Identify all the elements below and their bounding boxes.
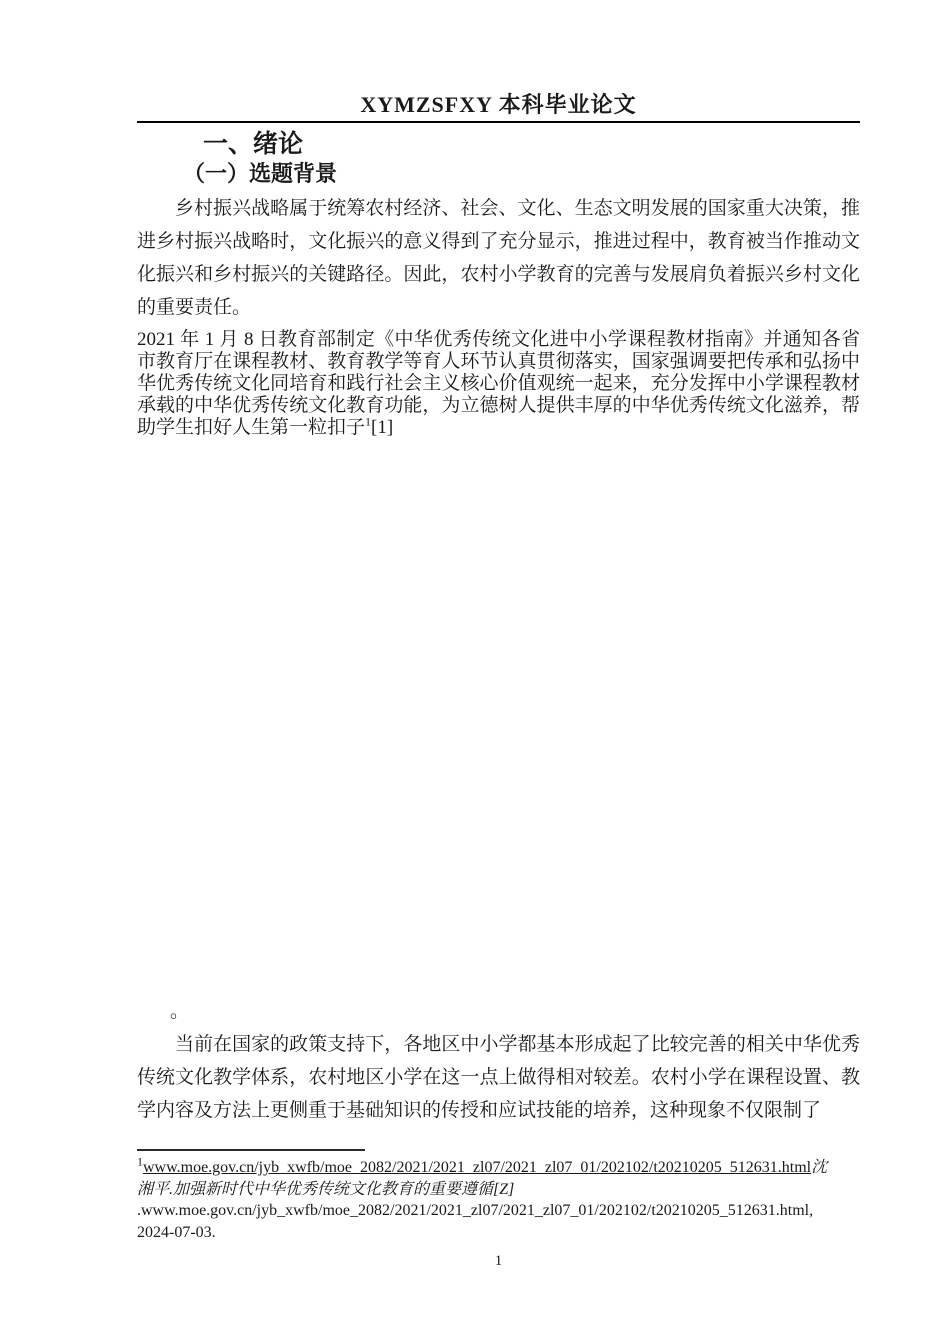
- empty-content-gap: [137, 439, 860, 995]
- footnote-line-4: 2024-07-03.: [137, 1223, 216, 1241]
- footnote-separator-rule: [137, 1149, 365, 1151]
- footnote-reference-superscript: 1: [365, 414, 372, 429]
- citation-bracket: [1]: [371, 417, 394, 438]
- footnote-section: [137, 1149, 860, 1243]
- chapter-heading: 一、绪论: [203, 129, 304, 158]
- paragraph-policy-2021: [137, 329, 860, 439]
- paragraph-policy-2021-text: 2021 年 1 月 8 日教育部制定《中华优秀传统文化进中小学课程教材指南》并通知各省市教育厅在课程教材、教育教学等育人环节认真贯彻落实，国家强调要把传承和弘扬中华优秀传统文化同培育和践行社会主义核心价值观统一起来，充分发挥中小学课程教材承载的中华优秀传统文化教育功能，为立德树人提供丰厚的中华优秀传统文化滋养，帮助学生扣好人生第一粒扣子: [137, 329, 860, 438]
- footnote-line-1: [137, 1154, 860, 1179]
- footnote-url-link[interactable]: www.moe.gov.cn/jyb_xwfb/moe_2082/2021/2021_zl07/2021_zl07_01/202102/t20210205_512631.html: [143, 1159, 812, 1176]
- footnote-marker: 1: [137, 1154, 143, 1169]
- footnote-line-3: .www.moe.gov.cn/jyb_xwfb/moe_2082/2021/2021_zl07/2021_zl07_01/202102/t20210205_512631.html,: [137, 1202, 814, 1219]
- footnote-author-start: 沈: [811, 1159, 828, 1176]
- paragraph-current-status: 当前在国家的政策支持下，各地区中小学都基本形成起了比较完善的相关中华优秀传统文化教学体系，农村地区小学在这一点上做得相对较差。农村小学在课程设置、教学内容及方法上更侧重于基础知识的传授和应试技能的培养，这种现象不仅限制了: [137, 1034, 860, 1121]
- paragraph-rural-revitalization: 乡村振兴战略属于统筹农村经济、社会、文化、生态文明发展的国家重大决策，推进乡村振兴战略时，文化振兴的意义得到了充分显示，推进过程中，教育被当作推动文化振兴和乡村振兴的关键路径。因此，农村小学教育的完善与发展肩负着振兴乡村文化的重要责任。: [137, 198, 860, 318]
- footnote-line-2: 湘平.加强新时代中华优秀传统文化教育的重要遵循[Z]: [137, 1180, 515, 1198]
- page-header-title: XYMZSFXY 本科毕业论文: [137, 92, 860, 123]
- section-heading: （一）选题背景: [183, 162, 338, 187]
- orphan-period-line: 。: [170, 1001, 190, 1022]
- page-number: 1: [494, 1253, 503, 1269]
